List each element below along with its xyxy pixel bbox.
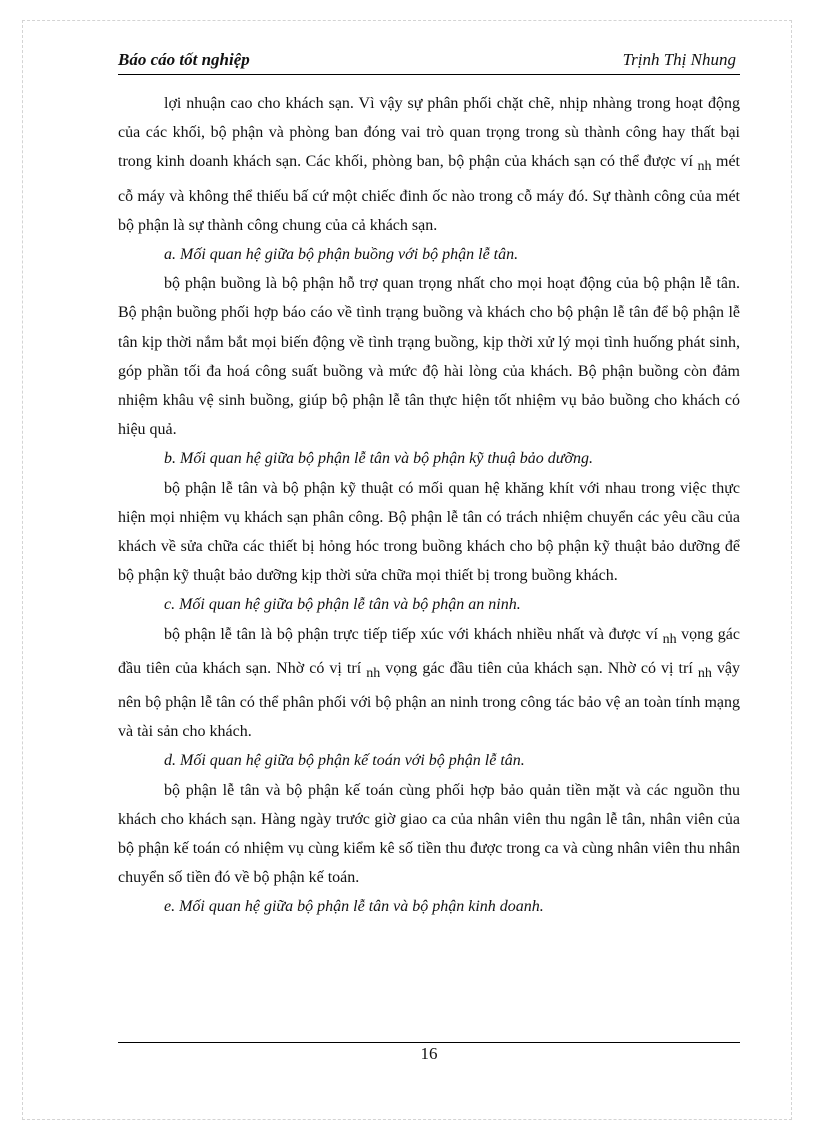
paragraph-text: mét cỗ máy và không thể thiếu bấ cứ một chiếc đinh ốc nào trong cỗ máy đó. Sự thành công của mét bộ phận là sự thành công chung của cả khách sạn. xyxy=(118,153,741,234)
subscript-nh: nh xyxy=(662,631,677,647)
paragraph-text: vọng gác đầu tiên của khách sạn. Nhờ có vị trí xyxy=(380,659,698,677)
page-header xyxy=(118,48,740,75)
subscript-nh: nh xyxy=(697,665,712,681)
document-body xyxy=(118,89,740,922)
paragraph-text: lợi nhuận cao cho khách sạn. Vì vậy sự phân phối chặt chẽ, nhịp nhàng trong hoạt động của các khối, bộ phận và phòng ban đóng vai trò quan trọng trong sù thành công hay thất bại trong kinh doanh khách sạn. Các khối, phòng ban, bộ phận của khách sạn có thể được ví xyxy=(118,95,740,171)
header-title: Báo cáo tốt nghiệp xyxy=(118,50,250,69)
header-author: Trịnh Thị Nhung xyxy=(622,50,736,69)
section-heading-b: b. Mối quan hệ giữa bộ phận lễ tân và bộ phận kỹ thuậ bảo dưỡng. xyxy=(164,450,594,468)
page-number: 16 xyxy=(420,1044,438,1063)
paragraph-housekeeping: bộ phận buồng là bộ phận hỗ trợ quan trọng nhất cho mọi hoạt động của bộ phận lễ tân. Bộ phận buồng phối hợp báo cáo về tình trạng buồng và khách cho bộ phận lễ tân để bộ phận lễ tân kịp thời nắm bắt mọi biến động về tình trạng buồng, kịp thời xử lý mọi tình huống phát sinh, góp phần tối đa hoá công suất buồng và mức độ hài lòng của khách. Bộ phận buồng còn đảm nhiệm khâu vệ sinh buồng, giúp bộ phận lễ tân thực hiện tốt nhiệm vụ bảo buồng cho khách có hiệu quả. xyxy=(118,275,740,439)
footer-divider xyxy=(118,1042,740,1043)
section-heading-a: a. Mối quan hệ giữa bộ phận buồng với bộ phận lễ tân. xyxy=(164,246,519,264)
paragraph-maintenance: bộ phận lễ tân và bộ phận kỹ thuật có mối quan hệ khăng khít với nhau trong việc thực hiện mọi nhiệm vụ khách sạn phân công. Bộ phận lễ tân có trách nhiệm chuyển các yêu cầu của khách về sửa chữa các thiết bị hỏng hóc trong buồng khách cho bộ phận kỹ thuật bảo dưỡng để bộ phận kỹ thuật bảo dưỡng kịp thời sửa chữa mọi thiết bị trong buồng khách. xyxy=(118,479,740,585)
paragraph-text: vọng gác đầu tiên của khách sạn. Nhờ có vị trí xyxy=(118,625,740,677)
subscript-nh: nh xyxy=(697,159,712,175)
section-heading-c: c. Mối quan hệ giữa bộ phận lễ tân và bộ phận an ninh. xyxy=(164,596,521,614)
subscript-nh: nh xyxy=(366,665,381,681)
paragraph-text: vậy nên bộ phận lễ tân có thể phân phối với bộ phận an ninh trong công tác bảo vệ an toàn tính mạng và tài sản cho khách. xyxy=(118,659,741,741)
paragraph-intro xyxy=(118,89,740,240)
section-heading-d: d. Mối quan hệ giữa bộ phận kế toán với bộ phận lễ tân. xyxy=(164,752,525,770)
paragraph-text: bộ phận lễ tân là bộ phận trực tiếp tiếp xúc với khách nhiều nhất và được ví xyxy=(164,625,663,643)
paragraph-security xyxy=(118,620,740,747)
paragraph-accounting: bộ phận lễ tân và bộ phận kế toán cùng phối hợp bảo quản tiền mặt và các nguồn thu khách cho khách sạn. Hàng ngày trước giờ giao ca của nhân viên thu ngân lễ tân, nhân viên của bộ phận kế toán có nhiệm vụ cùng kiểm kê số tiền thu được trong ca và cùng nhân viên thu nhân chuyển số tiền đó về bộ phận kế toán. xyxy=(118,781,740,887)
section-heading-e: e. Mối quan hệ giữa bộ phận lễ tân và bộ phận kinh doanh. xyxy=(164,898,544,916)
